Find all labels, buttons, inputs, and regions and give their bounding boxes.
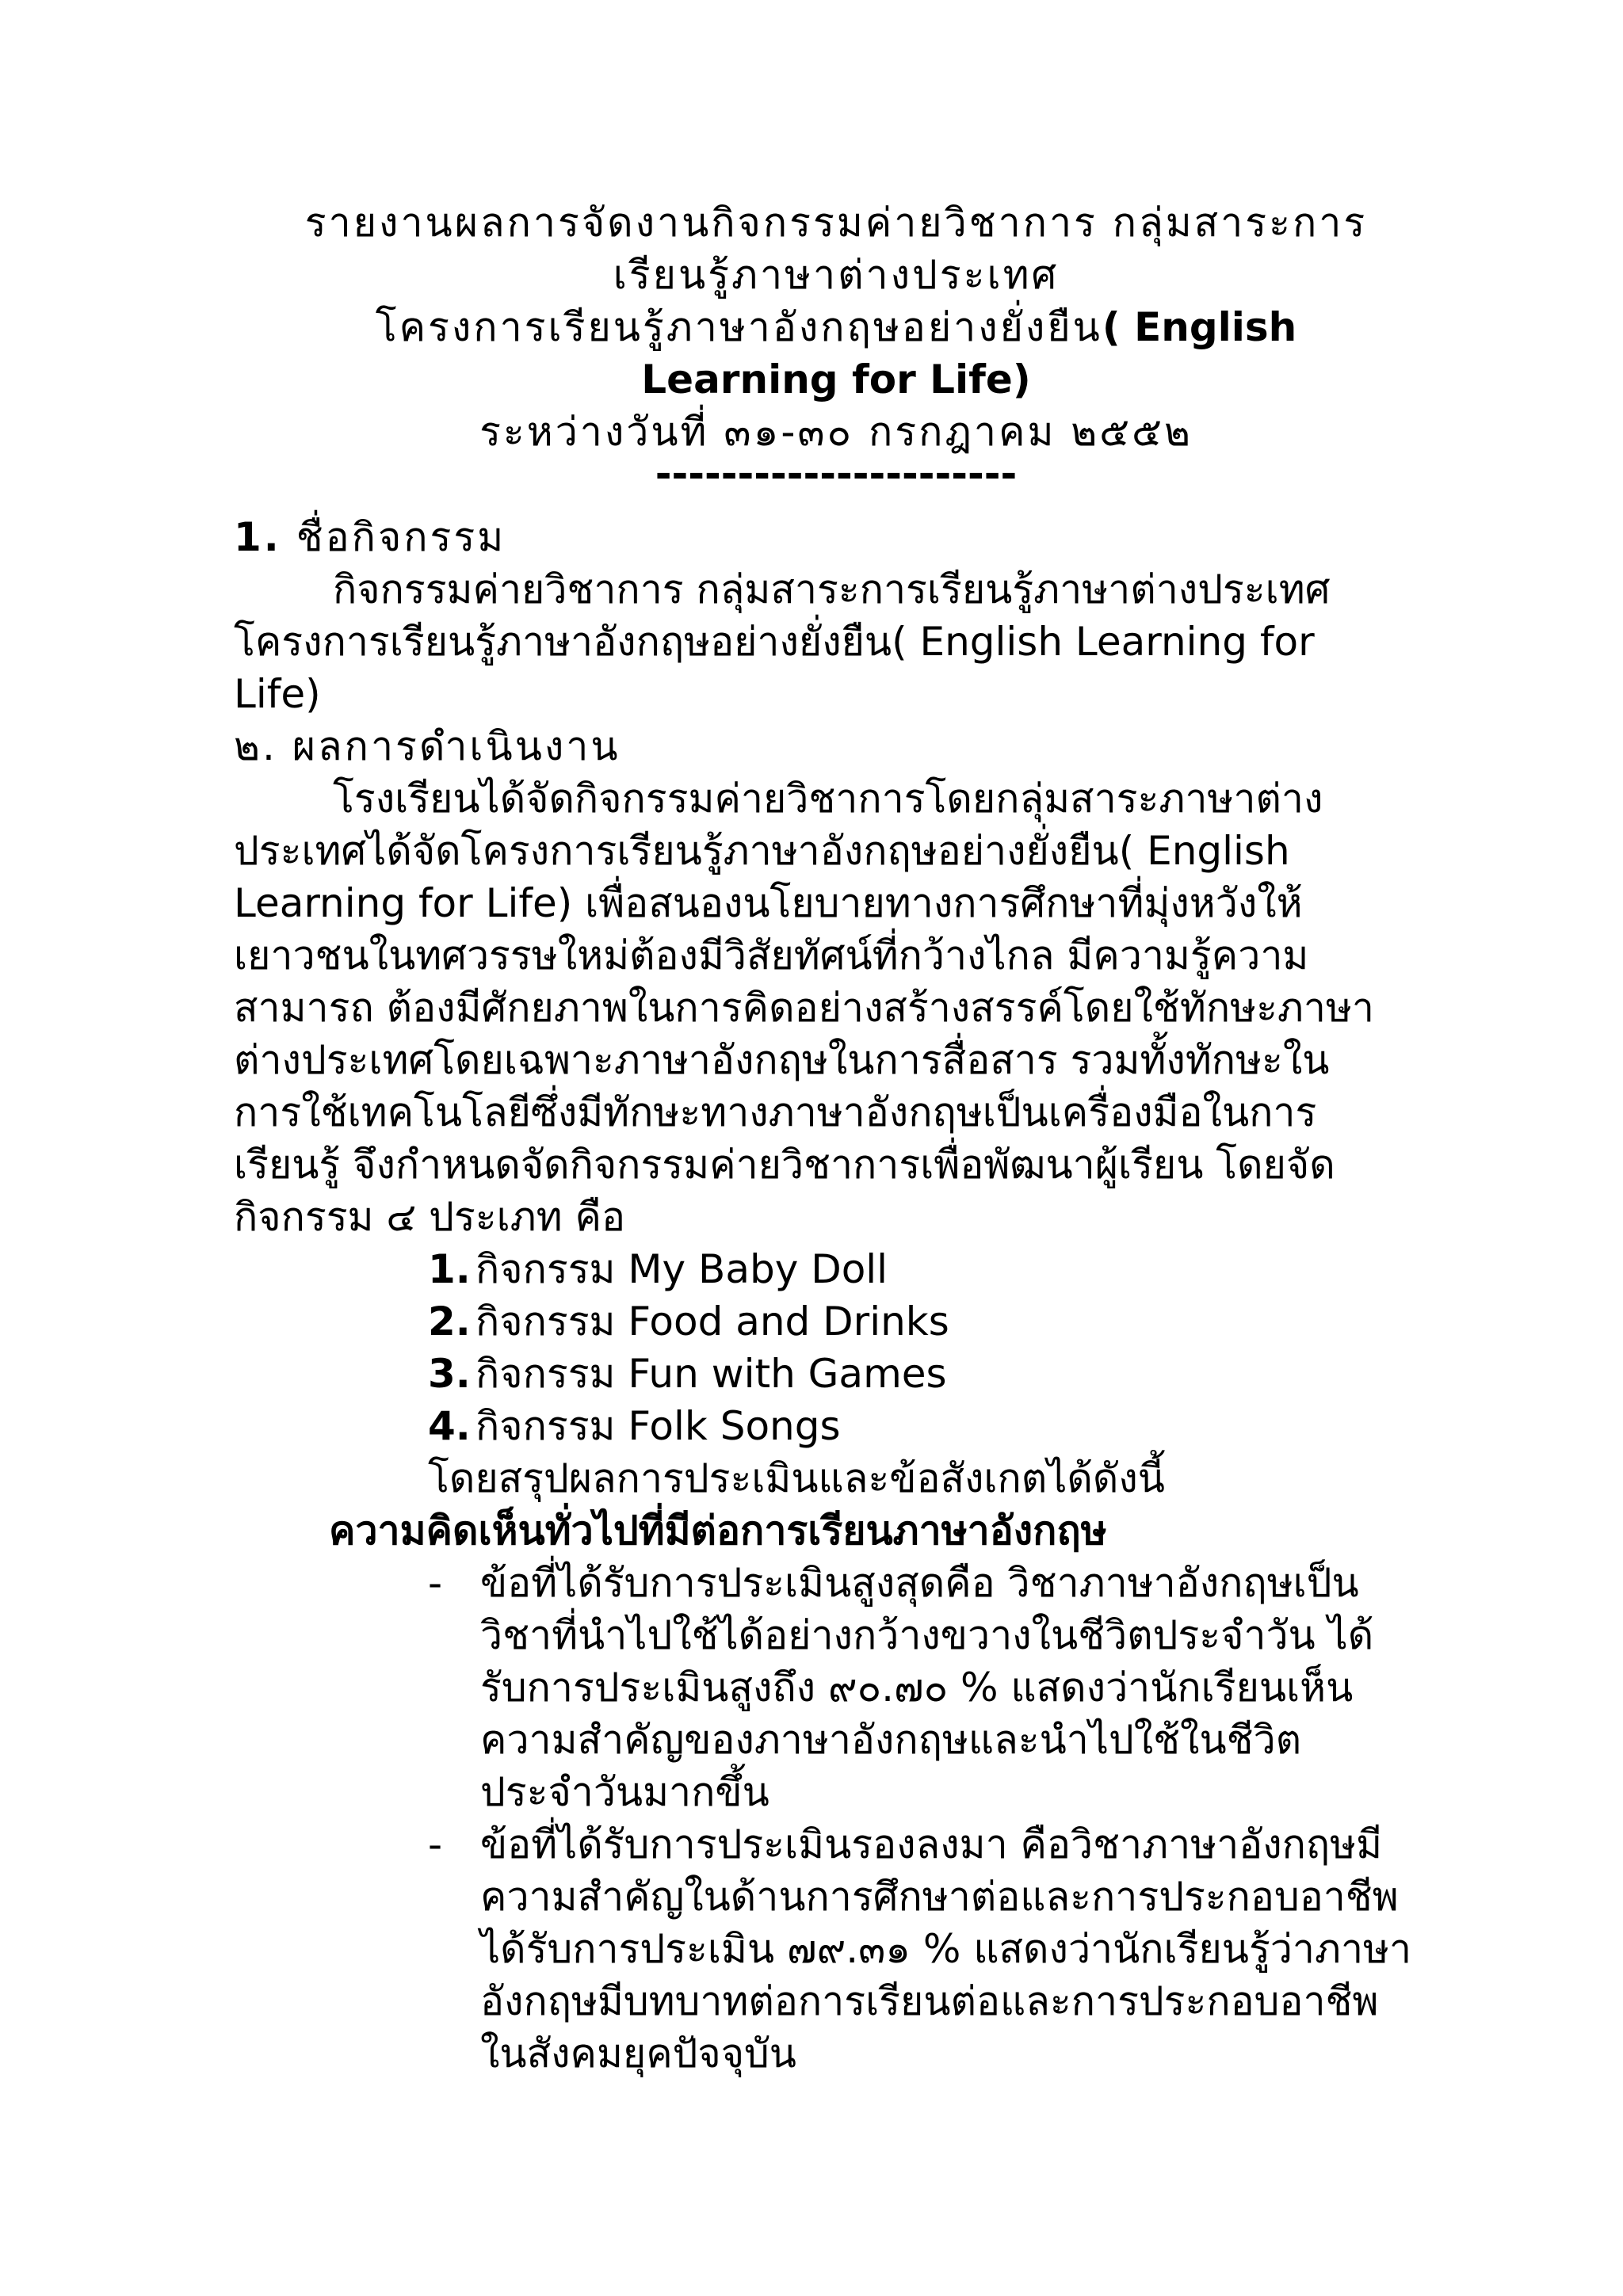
activity-number: 4. xyxy=(428,1403,471,1449)
section-1-title: ชื่อกิจกรรม xyxy=(296,514,506,560)
title-line-1: รายงานผลการจัดงานกิจกรรมค่ายวิชาการ กลุ่มสาระการ xyxy=(304,200,1368,246)
summary-intro: โดยสรุปผลการประเมินและข้อสังเกตได้ดังนี้ xyxy=(428,1455,1165,1501)
section-2-para-line: ต่างประเทศโดยเฉพาะภาษาอังกฤษในการสื่อสาร รวมทั้งทักษะใน xyxy=(234,1037,1330,1083)
title-divider: ---------------------- xyxy=(655,451,1018,497)
finding-line: วิชาที่นำไปใช้ได้อย่างกว้างขวางในชีวิตประจำวัน ได้ xyxy=(480,1612,1374,1658)
finding-line: ข้อที่ได้รับการประเมินสูงสุดคือ วิชาภาษาอังกฤษเป็น xyxy=(480,1560,1359,1606)
project-english-part2: Learning for Life) xyxy=(641,357,1031,402)
report-title xyxy=(234,196,1438,497)
list-item xyxy=(428,1557,1458,1818)
list-item xyxy=(428,1243,1458,1295)
project-thai: โครงการเรียนรู้ภาษาอังกฤษอย่างยั่งยืน xyxy=(375,304,1102,350)
opinion-heading: ความคิดเห็นทั่วไปที่มีต่อการเรียนภาษาอังกฤษ xyxy=(329,1508,1107,1554)
section-2-para-line: Learning for Life) เพื่อสนองนโยบายทางการศึกษาที่มุ่งหวังให้ xyxy=(234,880,1303,926)
list-item xyxy=(428,1348,1458,1400)
finding-line: ประจำวันมากขึ้น xyxy=(480,1769,769,1815)
finding-line: ความสำคัญของภาษาอังกฤษและนำไปใช้ในชีวิต xyxy=(480,1717,1302,1763)
section-1-line-3: Life) xyxy=(234,671,321,717)
section-2-para-line: ประเทศได้จัดโครงการเรียนรู้ภาษาอังกฤษอย่างยั่งยืน( English xyxy=(234,828,1290,874)
list-item xyxy=(428,1295,1458,1348)
section-2-para-line: การใช้เทคโนโลยีซึ่งมีทักษะทางภาษาอังกฤษเป็นเครื่องมือในการ xyxy=(234,1089,1317,1135)
activity-number: 1. xyxy=(428,1246,471,1292)
section-2-para-line: เยาวชนในทศวรรษใหม่ต้องมีวิสัยทัศน์ที่กว้างไกล มีความรู้ความ xyxy=(234,933,1309,978)
findings-list xyxy=(428,1557,1458,2080)
activity-text: กิจกรรม Fun with Games xyxy=(475,1351,947,1397)
project-english-part1: ( English xyxy=(1102,304,1297,350)
section-1-heading xyxy=(234,511,1438,563)
list-item xyxy=(428,1818,1458,2080)
activity-text: กิจกรรม My Baby Doll xyxy=(475,1246,888,1292)
activity-number: 3. xyxy=(428,1351,471,1397)
activity-number: 2. xyxy=(428,1299,471,1344)
section-2-para-line: กิจกรรม ๔ ประเภท คือ xyxy=(234,1194,625,1240)
activity-text: กิจกรรม Food and Drinks xyxy=(475,1299,949,1344)
bullet-dash: - xyxy=(428,1821,443,1867)
finding-line: ข้อที่ได้รับการประเมินรองลงมา คือวิชาภาษาอังกฤษมี xyxy=(480,1821,1383,1867)
section-2-para-line: โรงเรียนได้จัดกิจกรรมค่ายวิชาการโดยกลุ่มสาระภาษาต่าง xyxy=(333,776,1323,822)
finding-line: ได้รับการประเมิน ๗๙.๓๑ % แสดงว่านักเรียนรู้ว่าภาษา xyxy=(480,1926,1412,1972)
finding-line: ในสังคมยุคปัจจุบัน xyxy=(480,2031,796,2077)
section-2-heading: ๒. ผลการดำเนินงาน xyxy=(234,723,621,769)
section-1-number: 1. xyxy=(234,514,281,560)
bullet-dash: - xyxy=(428,1560,443,1606)
section-1-line-2: โครงการเรียนรู้ภาษาอังกฤษอย่างยั่งยืน( English Learning for xyxy=(234,619,1315,665)
section-2-para-line: สามารถ ต้องมีศักยภาพในการคิดอย่างสร้างสรรค์โดยใช้ทักษะภาษา xyxy=(234,985,1374,1031)
finding-line: รับการประเมินสูงถึง ๙๐.๗๐ % แสดงว่านักเรียนเห็น xyxy=(480,1665,1354,1711)
date-line: ระหว่างวันที่ ๓๑-๓๐ กรกฎาคม ๒๕๕๒ xyxy=(479,409,1193,455)
section-1-line-1: กิจกรรมค่ายวิชาการ กลุ่มสาระการเรียนรู้ภาษาต่างประเทศ xyxy=(333,566,1331,612)
list-item xyxy=(428,1400,1458,1452)
activity-text: กิจกรรม Folk Songs xyxy=(475,1403,841,1449)
finding-line: ความสำคัญในด้านการศึกษาต่อและการประกอบอาชีพ xyxy=(480,1874,1399,1920)
activity-list xyxy=(428,1243,1458,1505)
project-line xyxy=(234,301,1438,353)
finding-line: อังกฤษมีบทบาทต่อการเรียนต่อและการประกอบอาชีพ xyxy=(480,1978,1379,2024)
section-1 xyxy=(234,511,1438,720)
section-2 xyxy=(234,720,1438,1243)
title-line-2: เรียนรู้ภาษาต่างประเทศ xyxy=(613,252,1060,298)
section-2-para-line: เรียนรู้ จึงกำหนดจัดกิจกรรมค่ายวิชาการเพื่อพัฒนาผู้เรียน โดยจัด xyxy=(234,1142,1335,1188)
